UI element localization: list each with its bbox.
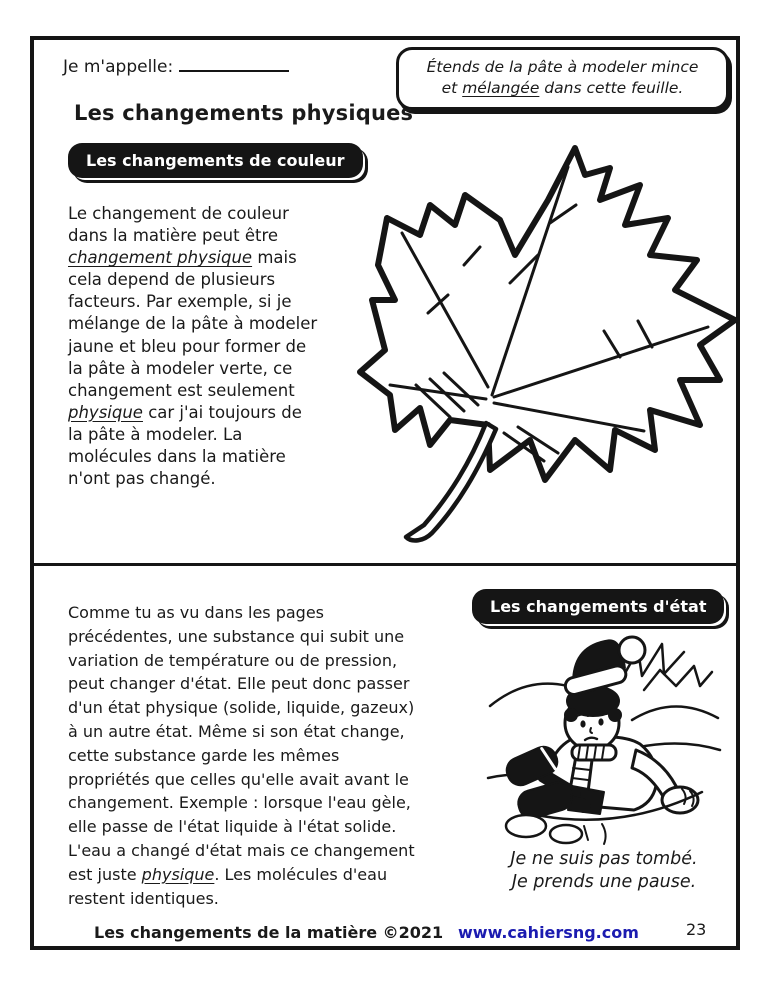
child-illustration xyxy=(484,628,724,848)
state-changes-paragraph: Comme tu as vu dans les pages précédentes, une substance qui subit une variation de température ou de pression, peut changer d'état. Elle peut donc passer d'un état physique (solide, liquide, gazeux) à un autre état. Même si son état change, cette substance garde les mêmes propriétés que celles qu'elle avait avant le changement. Exemple : lorsque l'eau gèle, elle passe de l'état liquide à l'état solide. L'eau a changé d'état mais ce changement est juste physique. Les molécules d'eau restent identiques. xyxy=(68,603,415,908)
color-changes-paragraph: Le changement de couleur dans la matière peut être changement physique mais cela depend de plusieurs facteurs. Par exemple, si je mélange de la pâte à modeler jaune et bleu pour former de la pâte à modeler verte, ce changement est seulement physique car j'ai toujours de la pâte à modeler. La molécules dans la matière n'ont pas changé. xyxy=(68,204,318,489)
name-field-row xyxy=(63,54,289,77)
instruction-text: Étends de la pâte à modeler mince et mélangée dans cette feuille. xyxy=(426,58,699,98)
color-changes-badge: Les changements de couleur xyxy=(68,143,363,178)
name-label: Je m'appelle: xyxy=(63,57,174,77)
name-blank-line xyxy=(179,54,289,72)
footer-copyright: Les changements de la matière ©2021 xyxy=(94,923,444,942)
footer-page-number: 23 xyxy=(686,920,707,939)
maple-leaf-drawing xyxy=(352,135,736,555)
illustration-caption: Je ne suis pas tombé. Je prends une pause. xyxy=(510,849,698,892)
instruction-box xyxy=(396,47,729,110)
section-divider xyxy=(34,563,736,566)
footer-website-link[interactable]: www.cahiersng.com xyxy=(458,923,639,942)
child-sitting-in-snow-drawing xyxy=(484,628,724,848)
state-changes-badge: Les changements d'état xyxy=(472,589,724,624)
page-title: Les changements physiques xyxy=(74,101,414,125)
page-border-frame xyxy=(30,36,740,950)
maple-leaf-illustration xyxy=(352,135,736,555)
